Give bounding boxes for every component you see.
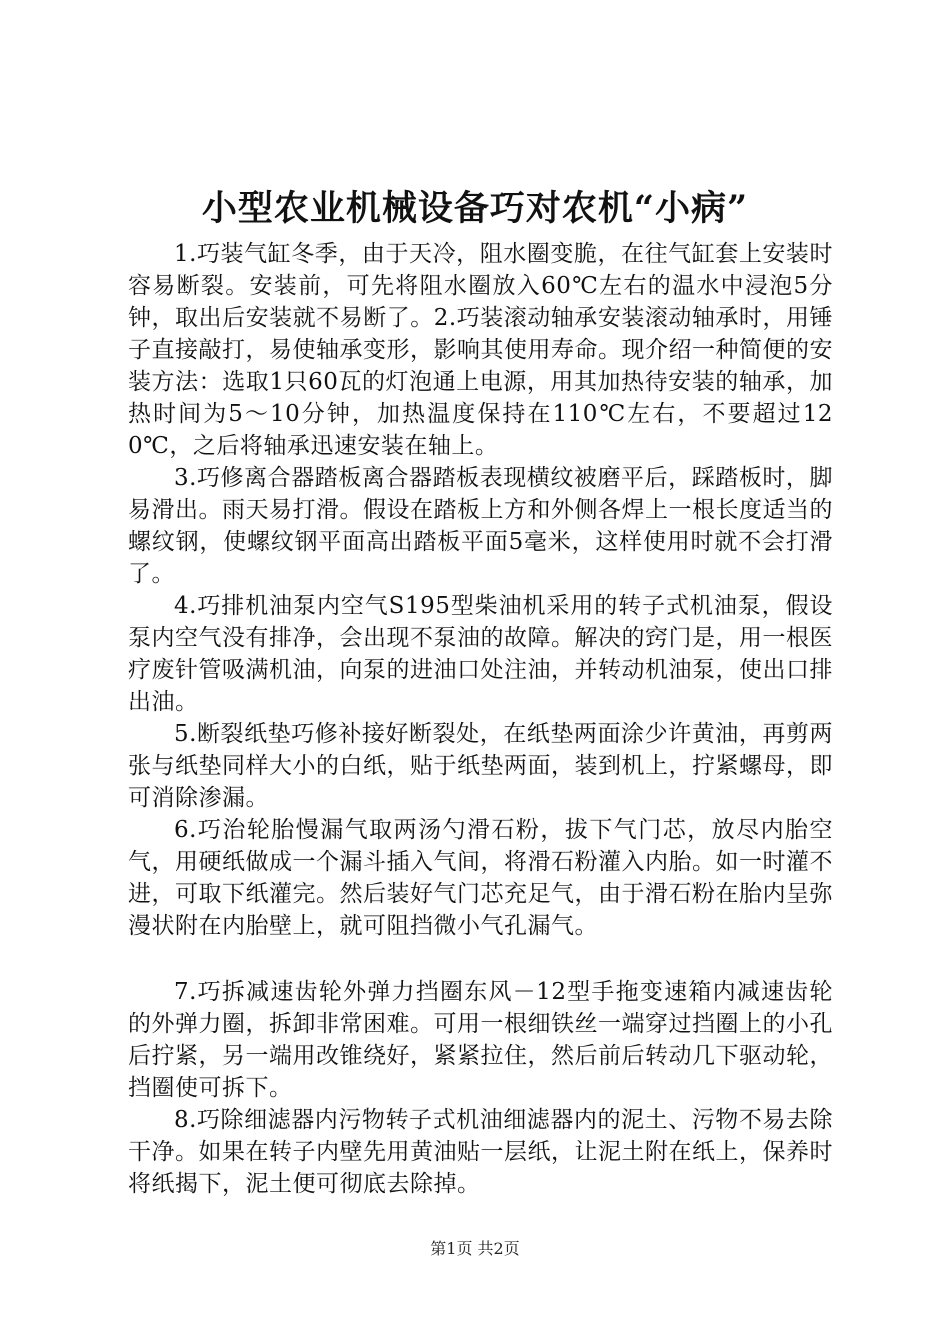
paragraph-1-2: 1.巧装气缸冬季，由于天冷，阻水圈变脆，在往气缸套上安装时容易断裂。安装前，可先将阻水圈放入60℃左右的温水中浸泡5分钟，取出后安装就不易断了。2.巧装滚动轴承安装滚动轴承时，用锤子直接敲打，易使轴承变形，影响其使用寿命。现介绍一种简便的安装方法：选取1只60瓦的灯泡通上电源，用其加热待安装的轴承，加热时间为5～10分钟，加热温度保持在110℃左右，不要超过120℃，之后将轴承迅速安装在轴上。 — [128, 241, 833, 459]
document-title: 小型农业机械设备巧对农机“小病” — [201, 188, 749, 229]
paragraph-3: 3.巧修离合器踏板离合器踏板表现横纹被磨平后，踩踏板时，脚易滑出。雨天易打滑。假设在踏板上方和外侧各焊上一根长度适当的螺纹钢，使螺纹钢平面高出踏板平面5毫米，这样使用时就不会打滑了。 — [128, 465, 833, 587]
paragraph-7: 7.巧拆减速齿轮外弹力挡圈东风－12型手拖变速箱内减速齿轮的外弹力圈，拆卸非常困难。可用一根细铁丝一端穿过挡圈上的小孔后拧紧，另一端用改锥绕好，紧紧拉住，然后前后转动几下驱动轮，挡圈使可拆下。 — [128, 979, 833, 1101]
paragraph-6: 6.巧治轮胎慢漏气取两汤勺滑石粉，拔下气门芯，放尽内胎空气，用硬纸做成一个漏斗插入气间，将滑石粉灌入内胎。如一时灌不进，可取下纸灌完。然后装好气门芯充足气，由于滑石粉在胎内呈弥漫状附在内胎壁上，就可阻挡微小气孔漏气。 — [128, 817, 833, 939]
paragraph-5: 5.断裂纸垫巧修补接好断裂处，在纸垫两面涂少许黄油，再剪两张与纸垫同样大小的白纸，贴于纸垫两面，装到机上，拧紧螺母，即可消除渗漏。 — [128, 721, 833, 811]
page-number-footer: 第1页 共2页 — [430, 1239, 520, 1258]
document-body — [128, 238, 833, 1200]
paragraph-4: 4.巧排机油泵内空气S195型柴油机采用的转子式机油泵，假设泵内空气没有排净，会出现不泵油的故障。解决的窍门是，用一根医疗废针管吸满机油，向泵的进油口处注油，并转动机油泵，使出口排出油。 — [128, 593, 833, 715]
paragraph-8: 8.巧除细滤器内污物转子式机油细滤器内的泥土、污物不易去除干净。如果在转子内壁先用黄油贴一层纸，让泥土附在纸上，保养时将纸揭下，泥土便可彻底去除掉。 — [128, 1107, 833, 1197]
